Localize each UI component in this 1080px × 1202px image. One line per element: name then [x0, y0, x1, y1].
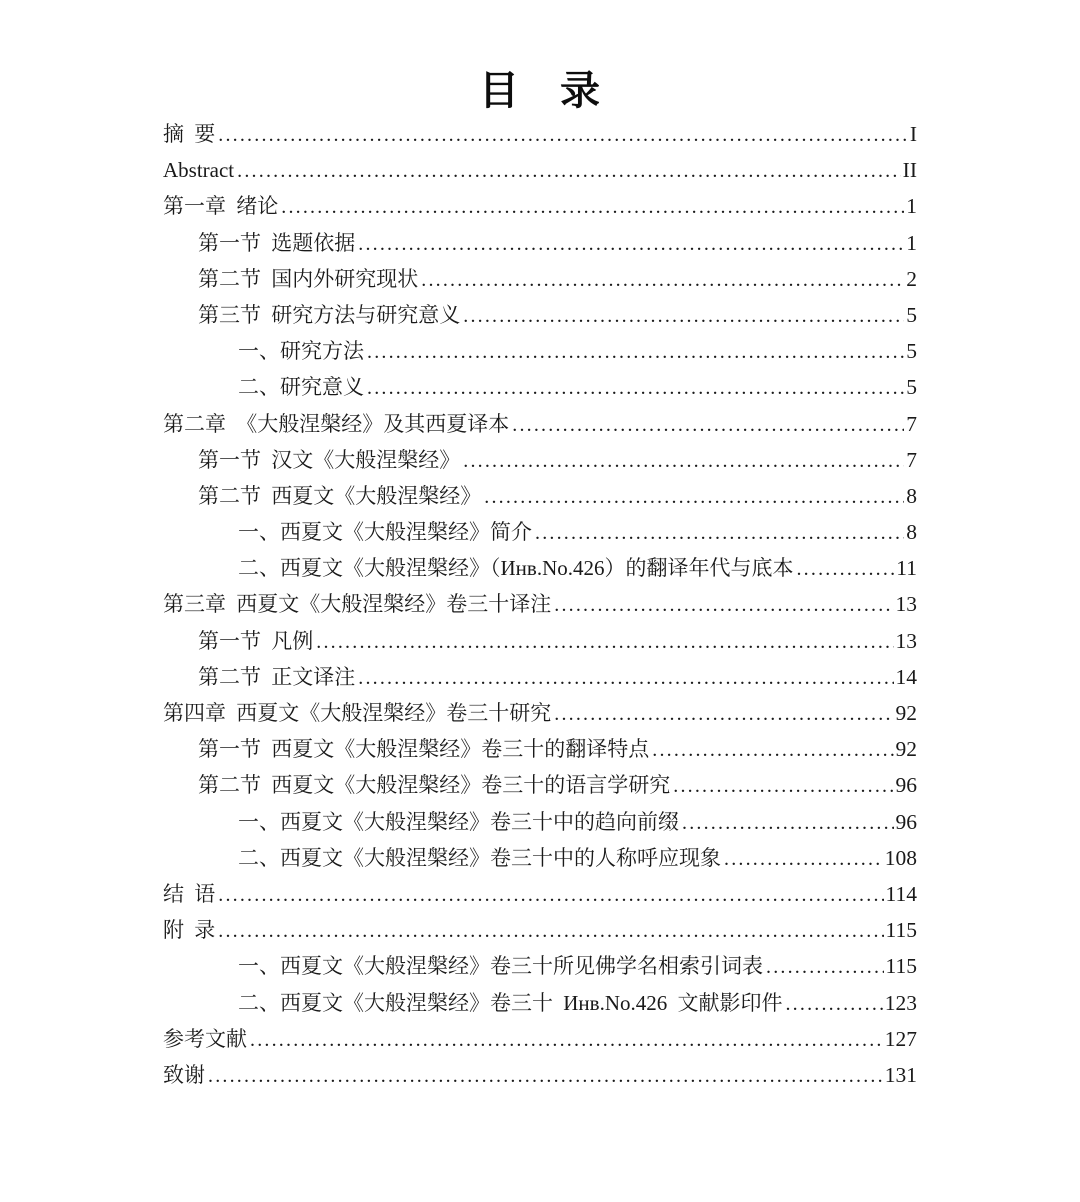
- toc-row[interactable]: [163, 442, 917, 478]
- dot-leader: [421, 262, 904, 300]
- dot-leader: [554, 696, 893, 734]
- dot-leader: [367, 334, 904, 372]
- toc-entry-page-number: 123: [884, 990, 917, 1015]
- toc-entry-page-number: 92: [895, 737, 917, 762]
- toc-entry-page-number: 131: [884, 1062, 917, 1087]
- toc-entry-label: 第二节 西夏文《大般涅槃经》: [198, 483, 482, 508]
- toc-entry-page-number: I: [909, 122, 917, 146]
- toc-row[interactable]: [163, 623, 917, 659]
- toc-row[interactable]: [163, 333, 917, 369]
- dot-leader: [237, 153, 901, 191]
- toc-content: [163, 0, 917, 1093]
- dot-leader: [358, 226, 904, 264]
- toc-entry-label: 参考文献: [163, 1026, 247, 1051]
- dot-leader: [484, 479, 904, 517]
- dot-leader: [316, 624, 893, 662]
- toc-entry-label: 第一章 绪论: [163, 194, 279, 219]
- toc-entry-page-number: 11: [896, 556, 917, 581]
- dot-leader: [218, 913, 883, 951]
- page-title: 目 录: [478, 69, 602, 113]
- toc-entry-label: 附 录: [163, 918, 216, 943]
- dot-leader: [463, 298, 904, 336]
- toc-entry-label: 第一节 西夏文《大般涅槃经》卷三十的翻译特点: [198, 737, 650, 762]
- toc-entry-label: 第一节 凡例: [198, 628, 314, 653]
- toc-row[interactable]: [163, 912, 917, 948]
- dot-leader: [358, 660, 893, 698]
- toc-entry-label: 第三章 西夏文《大般涅槃经》卷三十译注: [163, 592, 552, 617]
- toc-entry-label: 第一节 选题依据: [198, 230, 356, 255]
- toc-entry-page-number: 1: [906, 230, 917, 255]
- toc-row[interactable]: [163, 225, 917, 261]
- dot-leader: [785, 986, 882, 1024]
- toc-entry-page-number: 8: [906, 520, 917, 545]
- toc-row[interactable]: [163, 152, 917, 188]
- toc-entry-label: 二、西夏文《大般涅槃经》卷三十中的人称呼应现象: [238, 845, 721, 870]
- toc-entry-page-number: II: [902, 158, 917, 183]
- toc-row[interactable]: [163, 1057, 917, 1093]
- dot-leader: [724, 841, 883, 879]
- toc-entry-page-number: 96: [895, 809, 917, 834]
- toc-entry-page-number: 13: [895, 628, 917, 653]
- toc-row[interactable]: [163, 188, 917, 224]
- toc-row[interactable]: [163, 948, 917, 984]
- toc-row[interactable]: [163, 659, 917, 695]
- toc-entry-label: 结 语: [163, 881, 216, 906]
- dot-leader: [208, 1058, 883, 1096]
- toc-row[interactable]: [163, 767, 917, 803]
- toc-row[interactable]: [163, 297, 917, 333]
- toc-entry-label: 一、西夏文《大般涅槃经》卷三十所见佛学名相索引词表: [238, 954, 763, 979]
- toc-entry-label: 一、西夏文《大般涅槃经》简介: [238, 520, 532, 545]
- toc-entry-label: 一、西夏文《大般涅槃经》卷三十中的趋向前缀: [238, 809, 679, 834]
- toc-entry-label: 二、西夏文《大般涅槃经》（Инв.No.426）的翻译年代与底本: [238, 556, 794, 581]
- dot-leader: [652, 732, 893, 770]
- toc-entry-page-number: 13: [895, 592, 917, 617]
- dot-leader: [367, 370, 904, 408]
- toc-row[interactable]: [163, 695, 917, 731]
- toc-entry-label: 第三节 研究方法与研究意义: [198, 302, 461, 327]
- dot-leader: [766, 949, 884, 987]
- dot-leader: [554, 587, 893, 625]
- toc-row[interactable]: [163, 116, 917, 152]
- toc-row[interactable]: [163, 804, 917, 840]
- toc-entry-page-number: 2: [906, 266, 917, 291]
- toc-entry-page-number: 5: [906, 339, 917, 364]
- toc-entry-page-number: 1: [906, 194, 917, 219]
- toc-row[interactable]: [163, 731, 917, 767]
- dot-leader: [250, 1022, 883, 1060]
- toc-row[interactable]: [163, 514, 917, 550]
- toc-row[interactable]: [163, 369, 917, 405]
- dot-leader: [512, 407, 904, 445]
- toc-entry-page-number: 92: [895, 701, 917, 725]
- toc-entry-page-number: 7: [906, 447, 917, 472]
- toc-row[interactable]: [163, 478, 917, 514]
- toc-row[interactable]: [163, 550, 917, 586]
- toc-row[interactable]: [163, 1021, 917, 1057]
- toc-entry-page-number: 115: [885, 954, 917, 979]
- dot-leader: [463, 443, 904, 481]
- dot-leader: [218, 877, 883, 915]
- toc-entry-label: 二、西夏文《大般涅槃经》卷三十 Инв.No.426 文献影印件: [238, 990, 783, 1015]
- toc-entry-page-number: 14: [895, 664, 917, 689]
- dot-leader: [281, 189, 904, 227]
- toc-entry-label: 第二节 西夏文《大般涅槃经》卷三十的语言学研究: [198, 773, 671, 798]
- toc-entry-page-number: 108: [884, 845, 917, 870]
- toc-entry-page-number: 114: [885, 881, 917, 906]
- toc-entry-label: 摘 要: [163, 122, 216, 146]
- toc-row[interactable]: [163, 876, 917, 912]
- toc-entry-label: 第二章 《大般涅槃经》及其西夏译本: [163, 411, 510, 436]
- toc-entry-label: 第一节 汉文《大般涅槃经》: [198, 447, 461, 472]
- dot-leader: [535, 515, 904, 553]
- dot-leader: [796, 551, 894, 589]
- toc-row[interactable]: [163, 261, 917, 297]
- toc-entry-label: 第四章 西夏文《大般涅槃经》卷三十研究: [163, 701, 552, 725]
- toc-row[interactable]: [163, 586, 917, 622]
- toc-entry-page-number: 5: [906, 302, 917, 327]
- dot-leader: [682, 805, 894, 843]
- toc-entry-label: 第二节 国内外研究现状: [198, 266, 419, 291]
- toc-row[interactable]: [163, 840, 917, 876]
- toc-entry-label: 第二节 正文译注: [198, 664, 356, 689]
- toc-entry-page-number: 127: [884, 1026, 917, 1051]
- toc-list: [163, 116, 917, 1093]
- toc-entry-label: 致谢: [163, 1062, 205, 1087]
- toc-entry-page-number: 115: [885, 918, 917, 943]
- toc-row[interactable]: [163, 985, 917, 1021]
- toc-entry-label: Abstract: [163, 158, 235, 183]
- toc-entry-page-number: 7: [906, 411, 917, 436]
- toc-entry-page-number: 8: [906, 483, 917, 508]
- toc-entry-label: 二、研究意义: [238, 375, 364, 400]
- dot-leader: [218, 117, 908, 155]
- toc-row[interactable]: [163, 406, 917, 442]
- toc-entry-label: 一、研究方法: [238, 339, 364, 364]
- dot-leader: [673, 768, 893, 806]
- toc-entry-page-number: 96: [895, 773, 917, 798]
- toc-entry-page-number: 5: [906, 375, 917, 400]
